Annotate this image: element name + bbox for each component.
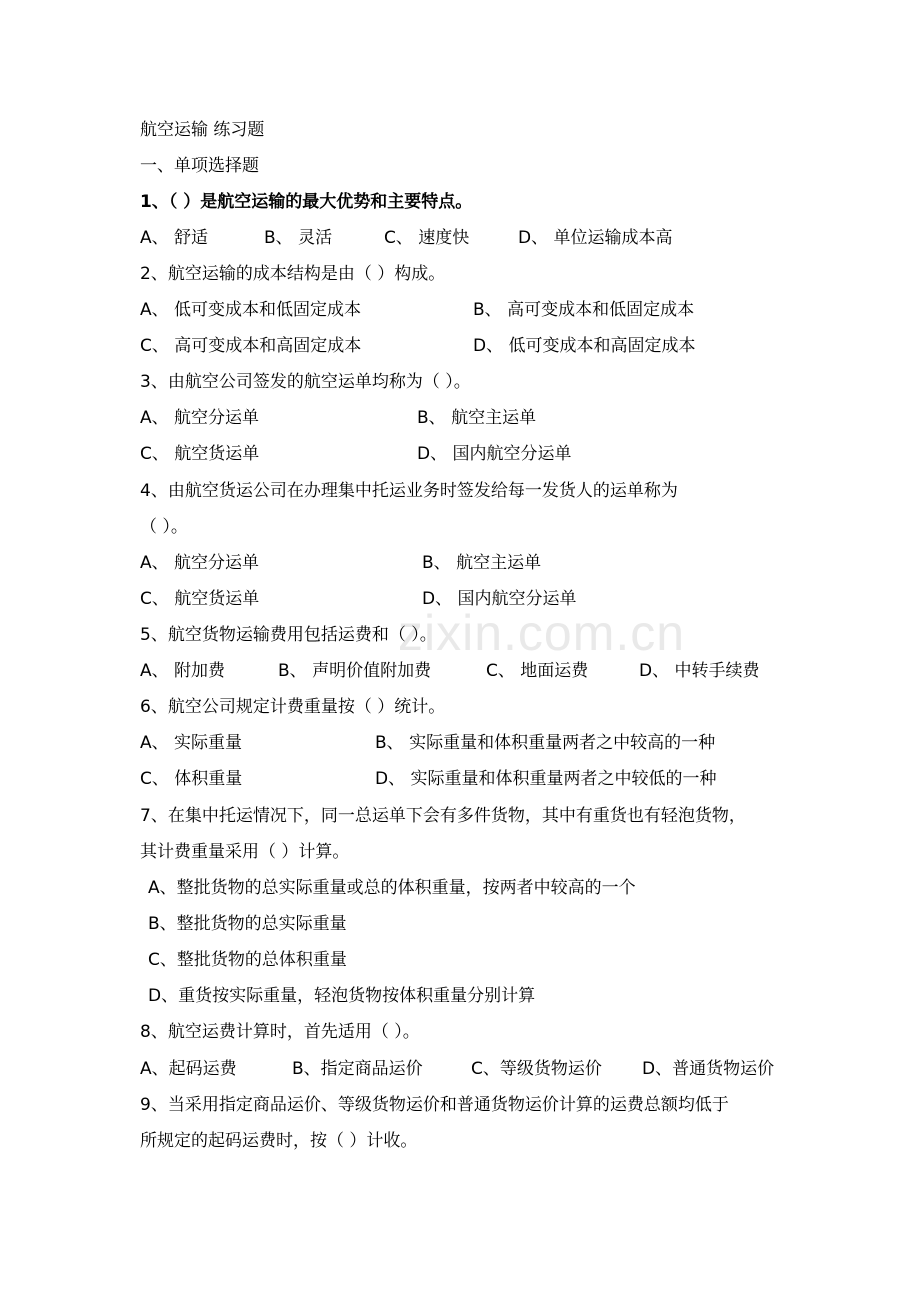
q5-option-b: B、 声明价值附加费	[278, 661, 432, 681]
q6-option-c: C、 体积重量	[140, 769, 243, 789]
question-9: 9、当采用指定商品运价、等级货物运价和普通货物运价计算的运费总额均低于	[140, 1095, 729, 1115]
q1-option-b: B、 灵活	[264, 228, 333, 248]
q8-option-b: B、指定商品运价	[292, 1059, 423, 1079]
q4-option-d: D、 国内航空分运单	[422, 589, 577, 609]
question-6: 6、航空公司规定计费重量按（ ）统计。	[140, 697, 446, 717]
question-5: 5、航空货物运输费用包括运费和（ ）。	[140, 625, 437, 645]
q2-option-b: B、 高可变成本和低固定成本	[473, 300, 695, 320]
question-8: 8、航空运费计算时，首先适用（ ）。	[140, 1022, 420, 1042]
q1-option-c: C、 速度快	[384, 228, 470, 248]
q5-option-c: C、 地面运费	[486, 661, 589, 681]
question-7-cont: 其计费重量采用（ ）计算。	[140, 842, 350, 862]
q7-option-c: C、整批货物的总体积重量	[148, 950, 347, 970]
q3-option-c: C、 航空货运单	[140, 444, 260, 464]
q3-option-d: D、 国内航空分运单	[417, 444, 572, 464]
question-7: 7、在集中托运情况下，同一总运单下会有多件货物，其中有重货也有轻泡货物，	[140, 806, 746, 826]
question-3: 3、由航空公司签发的航空运单均称为（ ）。	[140, 372, 471, 392]
q4-option-b: B、 航空主运单	[422, 553, 542, 573]
q7-option-b: B、整批货物的总实际重量	[148, 914, 347, 934]
q4-option-c: C、 航空货运单	[140, 589, 260, 609]
question-2: 2、航空运输的成本结构是由（ ）构成。	[140, 264, 446, 284]
section-heading: 一、单项选择题	[140, 156, 259, 176]
question-4: 4、由航空货运公司在办理集中托运业务时签发给每一发货人的运单称为	[140, 481, 678, 501]
q3-option-b: B、 航空主运单	[417, 408, 537, 428]
q8-option-c: C、等级货物运价	[471, 1059, 602, 1079]
q7-option-d: D、重货按实际重量，轻泡货物按体积重量分别计算	[148, 986, 536, 1006]
q6-option-b: B、 实际重量和体积重量两者之中较高的一种	[375, 733, 716, 753]
q6-option-d: D、 实际重量和体积重量两者之中较低的一种	[375, 769, 717, 789]
q6-option-a: A、 实际重量	[140, 733, 243, 753]
q5-option-a: A、 附加费	[140, 661, 226, 681]
question-4-cont: （ ）。	[140, 517, 188, 537]
q1-option-a: A、 舒适	[140, 228, 209, 248]
q4-option-a: A、 航空分运单	[140, 553, 260, 573]
q5-option-d: D、 中转手续费	[639, 661, 760, 681]
q2-option-a: A、 低可变成本和低固定成本	[140, 300, 362, 320]
q7-option-a: A、整批货物的总实际重量或总的体积重量，按两者中较高的一个	[148, 878, 636, 898]
watermark: zixin.com.cn	[398, 605, 686, 661]
question-9-cont: 所规定的起码运费时，按（ ）计收。	[140, 1131, 418, 1151]
q8-option-d: D、普通货物运价	[642, 1059, 775, 1079]
q8-option-a: A、起码运费	[140, 1059, 237, 1079]
q2-option-c: C、 高可变成本和高固定成本	[140, 336, 362, 356]
q2-option-d: D、 低可变成本和高固定成本	[473, 336, 696, 356]
q1-option-d: D、 单位运输成本高	[518, 228, 673, 248]
document-title: 航空运输 练习题	[140, 120, 265, 140]
q3-option-a: A、 航空分运单	[140, 408, 260, 428]
question-1: 1、（ ）是航空运输的最大优势和主要特点。	[140, 192, 473, 212]
